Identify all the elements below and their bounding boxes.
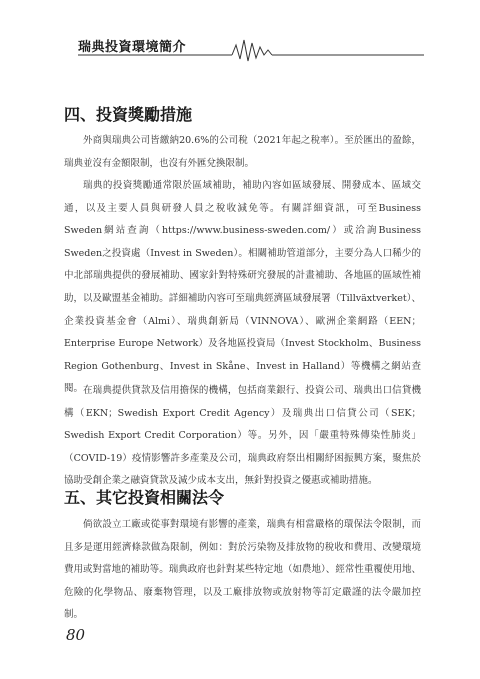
page-number: 80	[66, 626, 86, 644]
header-wave-decoration	[0, 32, 480, 62]
paragraph: 外商與瑞典公司皆繳納20.6%的公司稅（2021年起之稅率）。至於匯出的盈餘，瑞典並沒有金額限制，也沒有外匯兌換限制。	[64, 135, 421, 169]
section-title-investment-incentives: 四、投資獎勵措施	[64, 105, 193, 124]
section-title-other-regulations: 五、其它投資相關法令	[64, 488, 225, 507]
paragraph: 倘欲設立工廠或從事對環境有影響的產業，瑞典有相當嚴格的環保法令限制，而且多是運用經濟條款做為限制，例如：對於污染物及排放物的稅收和費用、改變環境費用或對當地的補助等。瑞典政府也針對某些特定地（如農地）、經常性重覆使用地、危險的化學物品、廢棄物管理，以及工廠排放物或放射物等訂定嚴謹的法令嚴加控制。	[64, 519, 421, 621]
paragraph: 瑞典的投資獎勵通常限於區域補助，補助內容如區域發展、開發成本、區域交通，以及主要人員與研發人員之稅收減免等。有關詳細資訊，可至Business Sweden網站查詢（https://www.business-sweden.com/）或洽詢Business Sweden之投資處（Invest in Sweden）。相關補助管道部分，主要分為人口稀少的中北部瑞典提供的發展補助、國家針對特殊研究發展的計畫補助、各地區的區域性補助，以及歐盟基金補助。詳細補助內容可至瑞典經濟區域發展署（Tillväxtverket）、企業投資基金會（Almi）、瑞典創新局（VINNOVA）、歐洲企業網路（EEN；Enterprise Europe Network）及各地區投資局（Invest Stockholm、Business Region Gothenburg、Invest in Skåne、Invest in Halland）等機構之網站查閱。	[64, 180, 421, 395]
header-title: 瑞典投資環境簡介	[78, 40, 187, 55]
paragraph: 在瑞典提供貸款及信用擔保的機構，包括商業銀行、投資公司、瑞典出口信貸機構（EKN；Swedish Export Credit Agency）及瑞典出口信貸公司（SEK；Swedish Export Credit Corporation）等。另外，因「嚴重特殊傳染性肺炎」（COVID-19）疫情影響許多產業及公司，瑞典政府祭出相關紓困振興方案，聚焦於協助受創企業之融資貸款及減少成本支出，無針對投資之優惠或補助措施。	[64, 385, 421, 487]
page-header	[0, 32, 480, 62]
